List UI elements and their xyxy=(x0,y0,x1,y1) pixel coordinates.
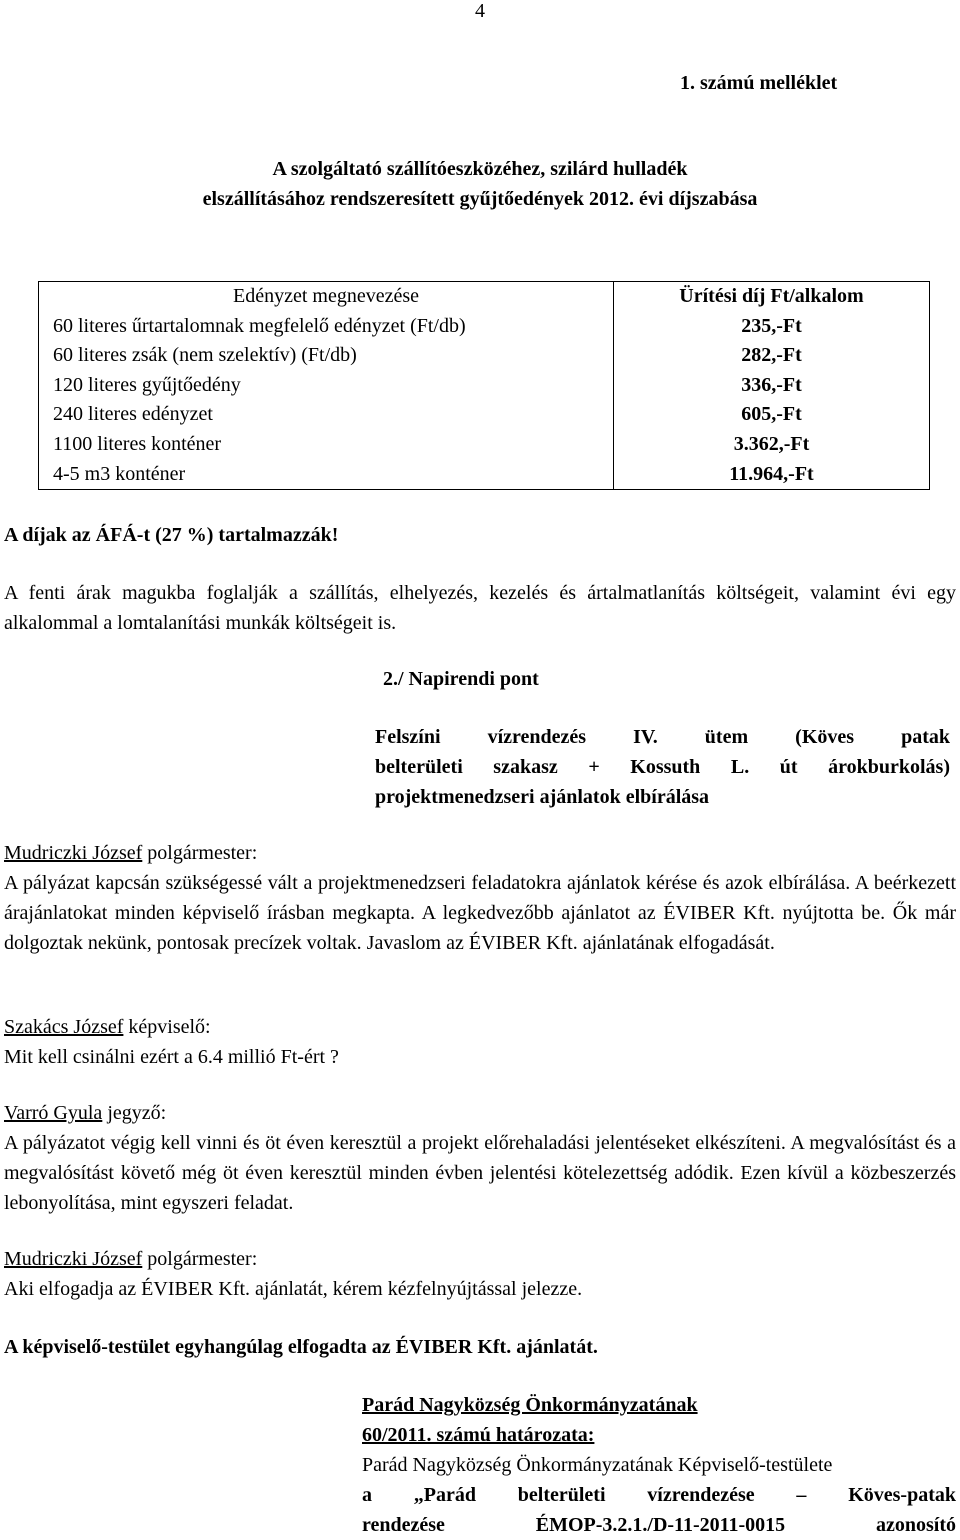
table-cell-fee: 282,-Ft xyxy=(741,344,802,367)
resolution xyxy=(362,1390,956,1540)
statement-text: A pályázat kapcsán szükségessé vált a projektmenedzseri feladatokra ajánlatok kérése és azok elbírálása. A beérkezett árajánlatokat minden képviselő írásban megkapta. A legkedvezőbb ajánlatot az ÉVIBER Kft. nyújtotta be. Ők már dolgoztak nekünk, pontosak precízek voltak. Javaslom az ÉVIBER Kft. ajánlatának elfogadását. xyxy=(4,872,956,954)
resolution-number: 60/2011. számú határozata: xyxy=(362,1424,595,1446)
title-line: elszállításához rendszeresített gyűjtőedények 2012. évi díjszabása xyxy=(202,188,758,210)
table-cell-name: 4-5 m3 konténer xyxy=(53,462,186,485)
price-note: A fenti árak magukba foglalják a szállítás, elhelyezés, kezelés és ártalmatlanítás költségeit, valamint évi egy alkalommal a lomtalanítási munkák költségeit is. xyxy=(4,582,956,634)
speaker-name: Mudriczki József xyxy=(4,842,143,864)
table-cell-fee: 605,-Ft xyxy=(741,403,802,426)
statement-text: Aki elfogadja az ÉVIBER Kft. ajánlatát, kérem kézfelnyújtással jelezze. xyxy=(4,1278,583,1300)
vat-note: A díjak az ÁFÁ-t (27 %) tartalmazzák! xyxy=(4,524,339,546)
agenda-number: 2./ Napirendi pont xyxy=(383,668,539,690)
fee-table xyxy=(38,281,930,490)
table-cell-name: 60 literes zsák (nem szelektív) (Ft/db) xyxy=(53,344,357,367)
table-cell-name: 120 literes gyűjtőedény xyxy=(53,373,241,396)
table-header-name: Edényzet megnevezése xyxy=(232,285,419,307)
resolution-body-line: a „Parád belterületi vízrendezése – Köves-patak xyxy=(362,1484,956,1506)
fee-column xyxy=(614,282,930,490)
statement-mayor-1 xyxy=(4,838,956,958)
statement-mayor-2 xyxy=(4,1244,956,1304)
speaker-name: Varró Gyula xyxy=(4,1102,103,1124)
speaker-line xyxy=(4,1012,956,1042)
speaker-name: Mudriczki József xyxy=(4,1248,143,1270)
statement-text: Mit kell csinálni ezért a 6.4 millió Ft-ért ? xyxy=(4,1046,339,1068)
speaker-role: képviselő: xyxy=(123,1016,211,1038)
speaker-line xyxy=(4,1098,956,1128)
speaker-role: polgármester: xyxy=(142,1248,258,1270)
table-header-fee: Ürítési díj Ft/alkalom xyxy=(679,285,864,307)
resolution-body-line: Parád Nagyközség Önkormányzatának Képviselő-testülete xyxy=(362,1454,833,1476)
container-name-column xyxy=(39,282,614,490)
document-title xyxy=(0,154,960,214)
agenda-title-line: projektmenedzseri ajánlatok elbírálása xyxy=(375,786,710,808)
agenda-title-line: Felszíni vízrendezés IV. ütem (Köves patak xyxy=(375,726,950,748)
table-cell-fee: 11.964,-Ft xyxy=(729,462,814,485)
speaker-line xyxy=(4,1244,956,1274)
speaker-role: polgármester: xyxy=(142,842,258,864)
agenda-title-line: belterületi szakasz + Kossuth L. út árokburkolás) xyxy=(375,756,950,778)
page-number: 4 xyxy=(475,0,485,22)
resolution-authority: Parád Nagyközség Önkormányzatának xyxy=(362,1394,698,1416)
statement-notary xyxy=(4,1098,956,1218)
table-cell-fee: 3.362,-Ft xyxy=(733,432,810,455)
resolution-body-line: rendezése ÉMOP-3.2.1./D-11-2011-0015 azonosító xyxy=(362,1514,956,1536)
annex-title: 1. számú melléklet xyxy=(680,72,838,94)
speaker-role: jegyző: xyxy=(102,1102,167,1124)
speaker-name: Szakács József xyxy=(4,1016,124,1038)
statement-representative xyxy=(4,1012,956,1072)
table-cell-fee: 235,-Ft xyxy=(741,314,802,337)
table-cell-name: 240 literes edényzet xyxy=(53,403,213,426)
title-line: A szolgáltató szállítóeszközéhez, szilárd hulladék xyxy=(272,158,688,180)
table-cell-name: 1100 literes konténer xyxy=(53,432,222,455)
speaker-line xyxy=(4,838,956,868)
table-cell-fee: 336,-Ft xyxy=(741,373,802,396)
decision: A képviselő-testület egyhangúlag elfogadta az ÉVIBER Kft. ajánlatát. xyxy=(4,1336,598,1358)
statement-text: A pályázatot végig kell vinni és öt éven keresztül a projekt előrehaladási jelentéseket elkészíteni. A megvalósítást és a megvalósítást követő még öt éven keresztül minden évben jelentési kötelezettség adódik. Ezen kívül a közbeszerzés lebonyolítása, mint egyszeri feladat. xyxy=(4,1132,956,1214)
agenda-title xyxy=(375,722,950,812)
table-cell-name: 60 literes űrtartalomnak megfelelő edényzet (Ft/db) xyxy=(53,314,466,337)
